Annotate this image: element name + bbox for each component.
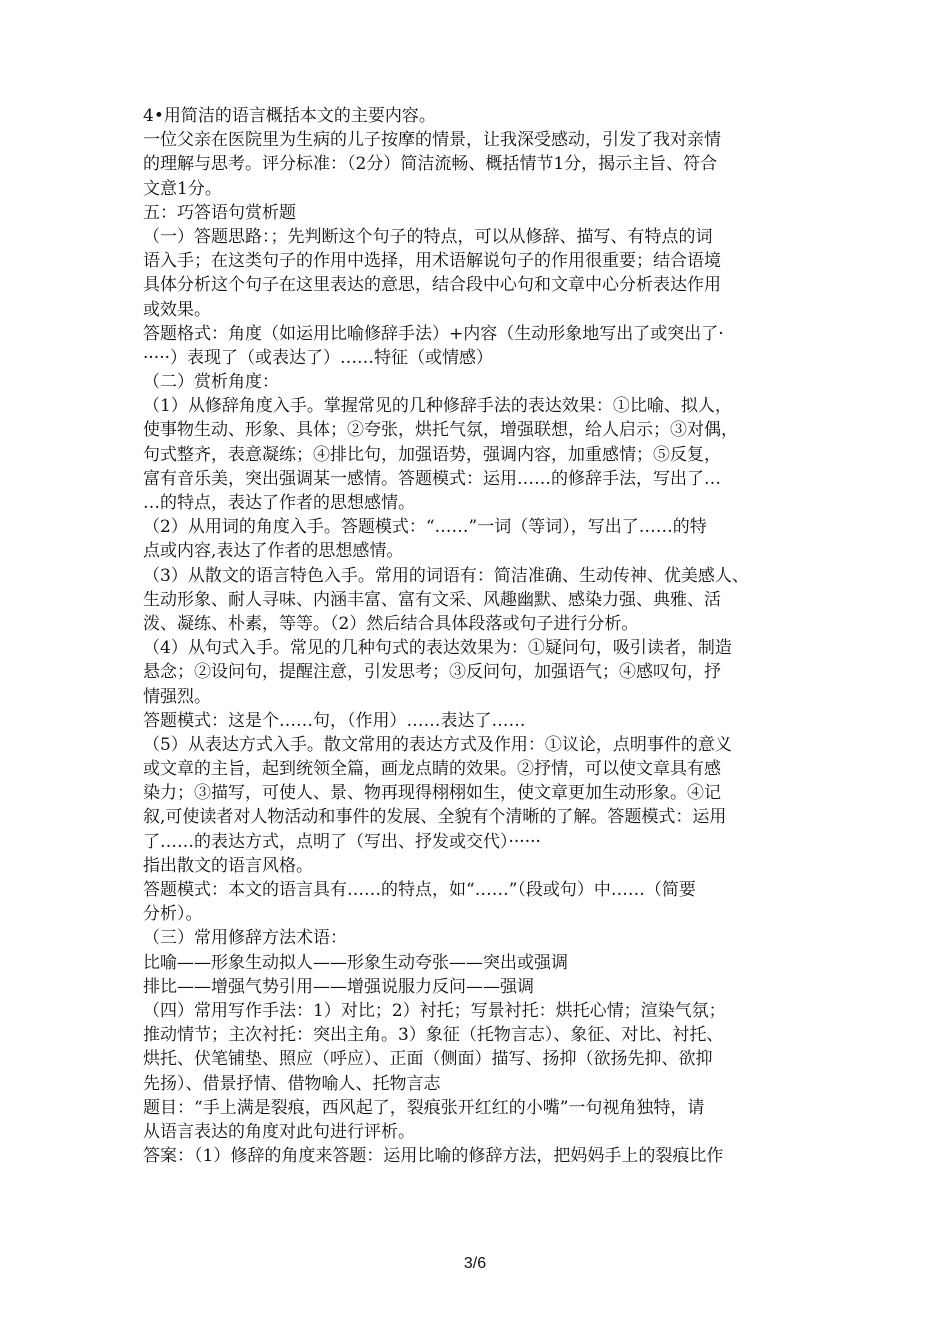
text-line: 悬念；②设问句，提醒注意，引发思考；③反问句，加强语气；④感叹句，抒 bbox=[143, 662, 721, 683]
text-line: 答题模式：本文的语言具有……的特点，如“……”（段或句）中……（简要 bbox=[143, 880, 696, 900]
text-line: 排比——增强气势引用——增强说服力反问——强调 bbox=[143, 976, 534, 997]
text-line: （1）从修辞角度入手。掌握常见的几种修辞手法的表达效果：①比喻、拟人， bbox=[143, 396, 732, 417]
text-line: 烘托、伏笔铺垫、照应（呼应）、正面（侧面）描写、扬抑（欲扬先抑、欲抑 bbox=[143, 1049, 713, 1070]
text-line: 答题格式：角度（如运用比喻修辞手法）+内容（生动形象地写出了或突出了· bbox=[143, 323, 724, 344]
text-line: （3）从散文的语言特色入手。常用的词语有：简洁准确、生动传神、优美感人、 bbox=[143, 565, 749, 586]
text-line: （4）从句式入手。常见的几种句式的表达效果为：①疑问句，吸引读者，制造 bbox=[143, 638, 732, 659]
text-line: 泼、凝练、朴素，等等。（2）然后结合具体段落或句子进行分析。 bbox=[143, 613, 639, 634]
text-line: 具体分析这个句子在这里表达的意思，结合段中心句和文章中心分析表达作用 bbox=[143, 275, 721, 296]
text-line: 比喻——形象生动拟人——形象生动夸张——突出或强调 bbox=[143, 952, 568, 973]
text-line: 点或内容,表达了作者的思想感情。 bbox=[143, 541, 404, 562]
text-line: 或文章的主旨，起到统领全篇，画龙点睛的效果。②抒情，可以使文章具有感 bbox=[143, 759, 721, 780]
subsection-heading: （二）赏析角度： bbox=[143, 372, 279, 393]
text-line: 先扬）、借景抒情、借物喻人、托物言志 bbox=[143, 1073, 441, 1094]
text-line: 分析）。 bbox=[143, 904, 203, 925]
text-line: 句式整齐，表意凝练；④排比句，加强语势，强调内容，加重感情；⑤反复， bbox=[143, 444, 721, 465]
text-line: （2）从用词的角度入手。答题模式：“……”一词（等词），写出了……的特 bbox=[143, 517, 707, 538]
text-line: 叙,可使读者对人物活动和事件的发展、全貌有个清晰的了解。答题模式：运用 bbox=[143, 807, 727, 828]
text-line: 富有音乐美，突出强调某一感情。答题模式：运用……的修辞手法，写出了… bbox=[143, 468, 721, 489]
text-line: 文意1分。 bbox=[143, 178, 222, 199]
document-body bbox=[143, 104, 823, 1168]
text-line: 了……的表达方式，点明了（写出、抒发或交代）······ bbox=[143, 831, 541, 852]
text-line: 染力；③描写，可使人、景、物再现得栩栩如生，使文章更加生动形象。④记 bbox=[143, 783, 721, 804]
text-line: …的特点，表达了作者的思想感情。 bbox=[143, 493, 415, 513]
text-line: 或效果。 bbox=[143, 299, 211, 320]
text-line: （一）答题思路：；先判断这个句子的特点，可以从修辞、描写、有特点的词 bbox=[143, 226, 713, 247]
text-line: 指出散文的语言风格。 bbox=[143, 855, 313, 876]
text-line: 题目：“手上满是裂痕，西风起了，裂痕张开红红的小嘴”一句视角独特，请 bbox=[143, 1097, 705, 1118]
page-number: 3/6 bbox=[463, 1255, 487, 1272]
text-line: 情强烈。 bbox=[143, 686, 211, 707]
text-line: 生动形象、耐人寻味、内涵丰富、富有文采、风趣幽默、感染力强、典雅、活 bbox=[143, 589, 721, 610]
section-heading: 五：巧答语句赏析题 bbox=[143, 202, 296, 223]
text-line: ·····）表现了（或表达了）……特征（或情感） bbox=[143, 347, 494, 368]
text-line: 4•用简洁的语言概括本文的主要内容。 bbox=[143, 106, 436, 126]
text-line: 从语言表达的角度对此句进行评析。 bbox=[143, 1121, 415, 1142]
text-line: 的理解与思考。评分标准：（2分）简洁流畅、概括情节1分，揭示主旨、符合 bbox=[143, 154, 718, 175]
text-line: 推动情节；主次衬托：突出主角。3）象征（托物言志）、象征、对比、衬托、 bbox=[143, 1025, 724, 1046]
text-line: （5）从表达方式入手。散文常用的表达方式及作用：①议论，点明事件的意义 bbox=[143, 734, 732, 755]
text-line: 语入手；在这类句子的作用中选择，用术语解说句子的作用很重要；结合语境 bbox=[143, 251, 721, 272]
text-line: 一位父亲在医院里为生病的儿子按摩的情景，让我深受感动，引发了我对亲情 bbox=[143, 130, 721, 151]
text-line: 使事物生动、形象、具体；②夸张，烘托气氛，增强联想，给人启示；③对偶， bbox=[143, 420, 738, 441]
text-line: 答题模式：这是个……句，（作用）……表达了…… bbox=[143, 710, 526, 731]
text-line: （四）常用写作手法：1）对比；2）衬托；写景衬托：烘托心情；渲染气氛； bbox=[143, 1000, 726, 1021]
text-line: 答案：（1）修辞的角度来答题：运用比喻的修辞方法，把妈妈手上的裂痕比作 bbox=[143, 1146, 724, 1167]
subsection-heading: （三）常用修辞方法术语： bbox=[143, 928, 347, 949]
